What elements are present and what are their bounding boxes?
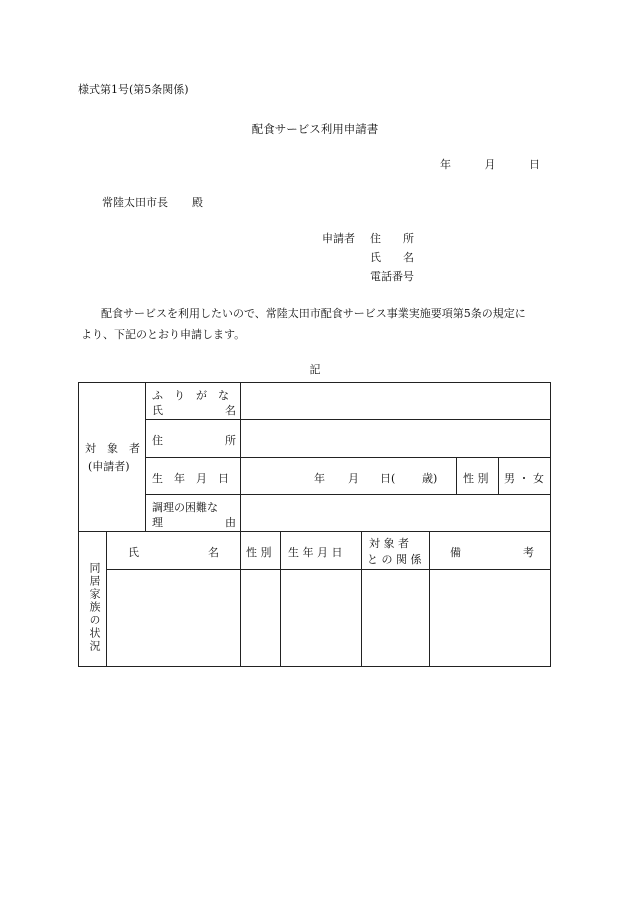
body-text [81, 303, 551, 345]
table-line [145, 457, 551, 458]
table-border-right [550, 382, 551, 667]
birth-label: 生 年 月 日 [152, 472, 229, 485]
page-title: 配食サービス利用申請書 [251, 122, 379, 136]
date-year: 年 [440, 158, 451, 171]
table-line [145, 382, 146, 531]
table-border-left [78, 382, 79, 667]
family-entry-area[interactable] [107, 570, 550, 666]
applicant-phone-label: 電話番号 [370, 270, 414, 283]
cooking-reason-field[interactable] [241, 495, 550, 531]
form-number: 様式第1号(第5条関係) [78, 83, 189, 96]
family-status-label: 同居家族の状況 [88, 562, 101, 653]
furigana-label: ふ り が な [152, 389, 229, 402]
body-line-1: 配食サービスを利用したいので、常陸太田市配食サービス事業実施要項第5条の規定に [101, 307, 526, 320]
address-field[interactable] [241, 420, 550, 456]
applicant-label: 申請者 [322, 232, 355, 245]
cooking-difficulty-label: 調理の困難な [152, 501, 218, 514]
table-line [498, 457, 499, 494]
family-remarks-header-a: 備 [450, 546, 461, 559]
address-label-b: 所 [225, 434, 236, 447]
name-label-b: 名 [225, 404, 236, 417]
cooking-reason-label-a: 理 [152, 516, 163, 529]
table-line [456, 457, 457, 494]
addressee-name: 常陸太田市長 [102, 196, 168, 209]
sex-label: 性 別 [463, 472, 489, 485]
family-relation-header-1: 対 象 者 [369, 537, 409, 550]
date-day: 日 [529, 158, 540, 171]
family-relation-header-2: と の 関 係 [367, 553, 422, 566]
birth-month: 月 [348, 472, 359, 485]
name-label-a: 氏 [152, 404, 163, 417]
cooking-reason-label-b: 由 [225, 516, 236, 529]
family-remarks-header-b: 考 [523, 546, 534, 559]
family-name-header-a: 氏 [128, 546, 139, 559]
body-line-2: より、下記のとおり申請します。 [81, 328, 246, 341]
furigana-name-field[interactable] [241, 383, 550, 419]
family-sex-header: 性 別 [246, 546, 272, 559]
birth-year: 年 [314, 472, 325, 485]
applicant-name-label: 氏 名 [370, 251, 414, 264]
subject-label: 対 象 者 [85, 442, 140, 455]
application-form-table [78, 382, 551, 667]
family-name-header-b: 名 [208, 546, 219, 559]
ki-heading: 記 [309, 363, 321, 376]
date-month: 月 [484, 158, 496, 171]
addressee-honorific: 殿 [192, 196, 203, 209]
sex-value[interactable]: 男 ・ 女 [504, 472, 544, 485]
table-border-bottom [78, 666, 551, 667]
family-birth-header: 生 年 月 日 [288, 546, 343, 559]
address-label-a: 住 [152, 434, 163, 447]
table-line [78, 531, 551, 532]
applicant-address-label: 住 所 [370, 232, 414, 245]
birth-age: 歳) [422, 472, 438, 485]
date-line [440, 156, 540, 172]
subject-sublabel: (申請者) [88, 460, 130, 473]
birth-day: 日( [380, 472, 396, 485]
addressee [102, 194, 203, 210]
